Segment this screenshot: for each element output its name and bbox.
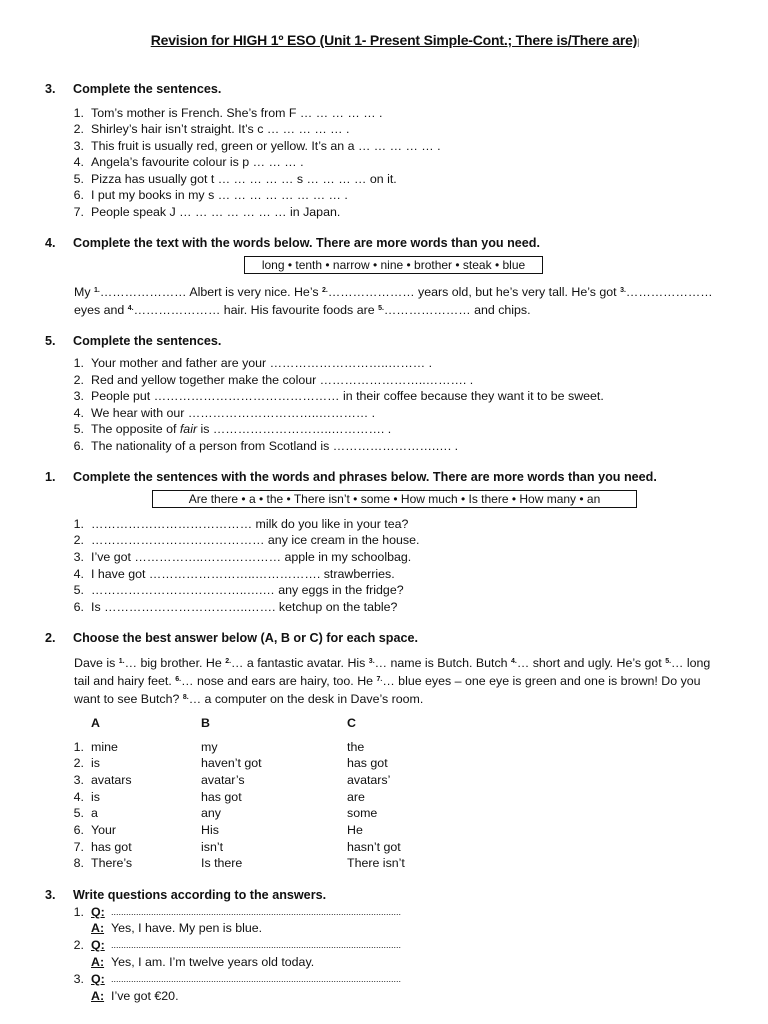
italic-word: fair	[179, 422, 198, 436]
fair-item: The opposite of fair is ………………………..…………. .	[91, 422, 392, 436]
column-header: B	[201, 716, 210, 730]
word-box: Are there • a • the • There isn’t • some • How much • Is there • How many • an	[152, 490, 637, 508]
title-mark: |	[637, 37, 640, 47]
column-header: A	[91, 716, 100, 730]
avatar-paragraph: Dave is $^{1.}$… big brother. He $^{2.}$… a fantastic avatar. His $^{3.}$… name is Butch. Butch $^{4.}$… short and ugly. He’s got $^{5.}$… long tail and hairy feet. $^{6.}$… nose and ears are hairy, too. He $^{7.}$… blue eyes – one eye is green and one is brown! Do you want to see Butch? $^{8.}$… a computer on the desk in Dave’s room.	[74, 656, 711, 706]
worksheet-page: Revision for HIGH 1º ESO (Unit 1- Present Simple-Cont.; There is/There are)| 3. Complete the sentences. 1. Tom’s mother is French. She’s from F … … … … … . 2. Shirley’s hair isn’t straight. It’s c … … … … … . 3. This fruit is usually red, green or yellow. It’s an a … … … … … . 4. Angela’s favourite colour is p … … … . 5. Pizza has usually got t … … … … … s … … … … on it. 6. I put my books in my s … … … … … … … … . 7. People speak J … … … … … … … in Japan. 4. Complete the text with the words below. There are more words than you need. long • tenth • narrow • nine • brother • steak • blue My $^{1.}$………………… Albert is very nice. He’s $^{2.}$………………… years old, but he’s very tall. He’s got $^{3.}$………………… eyes and $^{4.}$………………… hair. His favourite foods are $^{5.}$………………… and chips. 5. Complete the sentences. 1. Your mother and father are your ………………………..……… . 2. Red and yellow together make the colour ……………………..………. . 3. People put ……………………………………… in their coffee because they want it to be sweet. 4. We hear with our …………………………..………… . 5. The opposite of fair is ………………………..…………. . 6. The nationality of a person from Scotland is …………………….…. . 1. Complete the sentences with the words and phrases below. There are more words than you need. Are there • a • the • There isn’t • some • How much • Is there • How many • an 1. ………………………………… milk do you like in your tea? 2. …………………………………… any ice cream in the house. 3. I’ve got ……………..…….………… apple in my schoolbag. 4. I have got ……………………..……………. strawberries. 5. ………………………………..….… any eggs in the fridge? 6. Is ……………………………..……. ketchup on the table? 2. Choose the best answer below (A, B or C) for each space. Dave is $^{1.}$… big brother. He $^{2.}$… a fantastic avatar. His $^{3.}$… name is Butch. Butch $^{4.}$… short and ugly. He’s got $^{5.}$… long tail and hairy feet. $^{6.}$… nose and ears are hairy, too. He $^{7.}$… blue eyes – one eye is green and one is brown! Do you want to see Butch? $^{8.}$… a computer on the desk in Dave’s room. A B C 1. mine my the 2. is haven’t got has got 3. avatars avatar’s avatars’ 4. is has got are 5. a any some 6. Your His He 7. has got isn’t hasn’t got 8. There’s Is there There isn’t 3. Write questions according to the answers. 1. Q: .................................................................................................................... A: Yes, I have. My pen is blue. 2. Q: .................................................................................................................... A: Yes, I am. I’m twelve years old today. 3. Q: .................................................................................................................... A: I’ve got €20.	[0, 0, 768, 1024]
page-title: Revision for HIGH 1º ESO (Unit 1- Present Simple-Cont.; There is/There are)|	[150, 32, 640, 48]
gap-fill-paragraph: My $^{1.}$………………… Albert is very nice. He’s $^{2.}$………………… years old, but he’s very tall. He’s got $^{3.}$………………… eyes and $^{4.}$………………… hair. His favourite foods are $^{5.}$………………… and chips.	[74, 285, 713, 317]
word-box: long • tenth • narrow • nine • brother • steak • blue	[244, 256, 543, 274]
column-header: C	[347, 716, 356, 730]
